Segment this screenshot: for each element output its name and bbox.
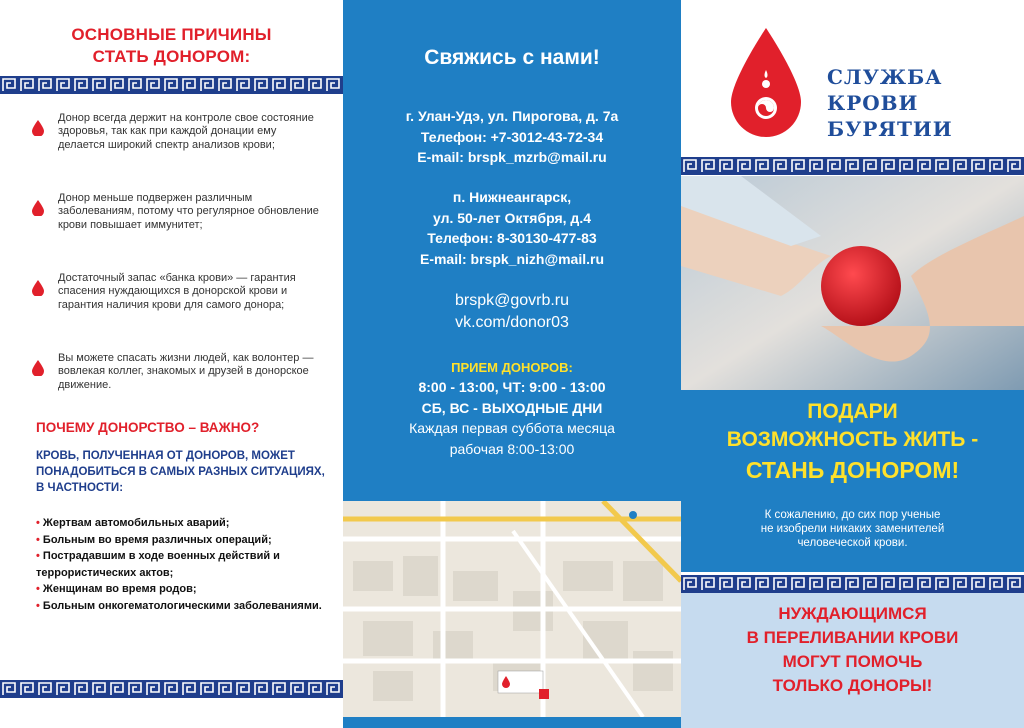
meander-ornament [0,680,343,698]
bullet: • [36,517,40,529]
reasons-title: ОСНОВНЫЕ ПРИЧИНЫ СТАТЬ ДОНОРОМ: [71,25,272,66]
list-item: • Жертвам автомобильных аварий; [36,517,230,529]
list-item: • Больным онкогематологическими заболеваниями. [36,599,322,612]
right-panel [681,0,1024,728]
hours-title: ПРИЕМ ДОНОРОВ: [451,360,573,375]
ornament-band-middle [681,575,1024,593]
bullet: • [36,599,40,612]
bullet: • [36,583,40,596]
list-item: • Женщинам во время родов; [36,583,197,596]
web-links [343,290,681,334]
why-title: ПОЧЕМУ ДОНОРСТВО – ВАЖНО? [36,420,260,435]
bullet: • [36,533,40,546]
email-link[interactable]: E-mail: brspk_mzrb@mail.ru [417,149,607,165]
bullet: • [36,550,40,563]
why-text: КРОВЬ, ПОЛУЧЕННАЯ ОТ ДОНОРОВ, МОЖЕТ ПОНАДОБИТЬСЯ В САМЫХ РАЗНЫХ СИТУАЦИЯХ, В ЧАСТНОСТИ: [36,450,325,494]
middle-panel [343,0,681,728]
list-item: • Больным во время различных операций; [36,533,272,546]
hands-heart-photo [681,176,1024,390]
list-item: • Пострадавшим в ходе военных действий и террористических актов; [36,550,280,579]
map-bottom-strip [343,717,681,728]
ornament-band-bottom [0,680,343,698]
vk-link[interactable]: vk.com/donor03 [455,314,569,331]
photo-illustration [681,176,1024,390]
blood-drop-icon [32,120,44,136]
slogan-subtext: К сожалению, до сих пор ученые не изобрели никаких заменителей человеческой крови. [760,509,945,549]
location-map[interactable] [343,501,681,717]
hours-block: ПРИЕМ ДОНОРОВ: 8:00 - 13:00, ЧТ: 9:00 - 13:00 СБ, ВС - ВЫХОДНЫЕ ДНИ Каждая первая суббота месяца рабочая 8:00-13:00 [343,360,681,459]
email-link[interactable]: E-mail: brspk_nizh@mail.ru [419,250,605,267]
meander-ornament [681,157,1024,175]
ornament-band-top [681,157,1024,175]
office-nizhneangarsk: п. Нижнеангарск, ул. 50-лет Октября, д.4 Телефон: 8-30130-477-83 E-mail: brspk_nizh@mail.ru [343,187,681,269]
office-ulan-ude: г. Улан-Удэ, ул. Пирогова, д. 7а Телефон: +7-3012-43-72-34 E-mail: brspk_mzrb@mail.ru [343,106,681,168]
logo-text: СЛУЖБА КРОВИ БУРЯТИИ [827,65,953,141]
cases-list [36,515,326,615]
contacts-title: Свяжись с нами! [424,46,600,69]
meander-ornament [0,76,343,94]
list-item: Достаточный запас «банка крови» — гарантия спасения нуждающихся в донорской крови и гарантия наличия крови для самого донора; [30,272,320,352]
blood-service-logo [731,28,801,138]
map-graphic [343,501,681,717]
email-link[interactable]: brspk@govrb.ru [454,292,570,309]
main-slogan: ПОДАРИ ВОЗМОЖНОСТЬ ЖИТЬ - СТАНЬ ДОНОРОМ! [726,400,979,483]
blood-drop-icon [32,280,44,296]
ornament-band-top [0,76,343,94]
left-panel [0,0,343,728]
blood-drop-icon [32,200,44,216]
list-item: Донор всегда держит на контроле свое состояние здоровья, так как при каждой донации ему делается широкий спектр анализов крови; [30,112,320,192]
list-item: Вы можете спасать жизни людей, как волонтер — вовлекая коллег, знакомых и друзей в донорское движение. [30,352,320,432]
list-item: Донор меньше подвержен различным заболеваниям, потому что регулярное обновление крови повышает иммунитет; [30,192,320,272]
reasons-list [30,112,320,432]
blood-drop-icon [32,360,44,376]
meander-ornament [681,575,1024,593]
bottom-message: НУЖДАЮЩИМСЯ В ПЕРЕЛИВАНИИ КРОВИ МОГУТ ПОМОЧЬ ТОЛЬКО ДОНОРЫ! [746,604,959,695]
